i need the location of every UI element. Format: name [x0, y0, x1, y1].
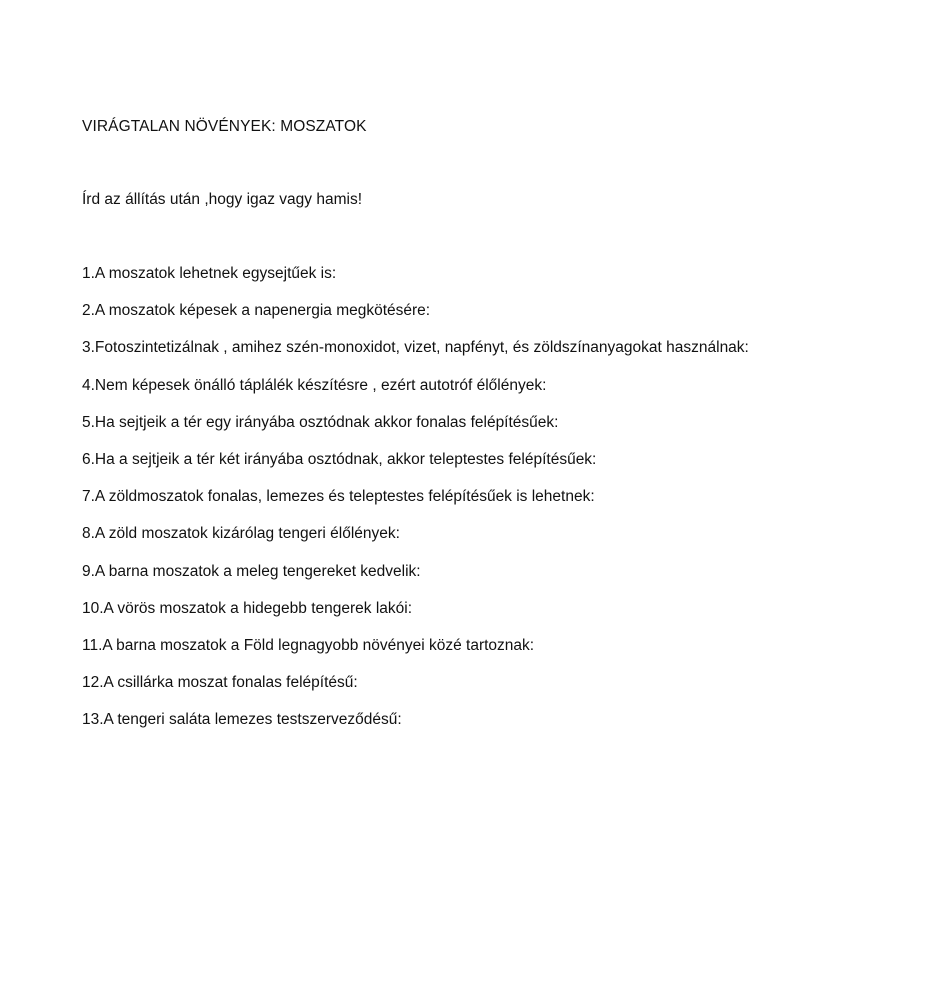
document-title: VIRÁGTALAN NÖVÉNYEK: MOSZATOK: [82, 118, 367, 135]
question-item: 8.A zöld moszatok kizárólag tengeri élőlények:: [82, 525, 400, 543]
question-list: [82, 265, 749, 748]
question-item: 11.A barna moszatok a Föld legnagyobb növényei közé tartoznak:: [82, 636, 535, 654]
question-item: 6.Ha a sejtjeik a tér két irányába osztódnak, akkor teleptestes felépítésűek:: [82, 450, 597, 468]
question-item: 9.A barna moszatok a meleg tengereket kedvelik:: [82, 562, 421, 580]
question-item: 7.A zöldmoszatok fonalas, lemezes és teleptestes felépítésűek is lehetnek:: [82, 488, 595, 506]
question-item: 13.A tengeri saláta lemezes testszerveződésű:: [82, 711, 402, 729]
question-item: 3.Fotoszintetizálnak , amihez szén-monoxidot, vizet, napfényt, és zöldszínanyagokat használnak:: [82, 339, 749, 357]
question-item: 5.Ha sejtjeik a tér egy irányába osztódnak akkor fonalas felépítésűek:: [82, 413, 559, 431]
instruction-text: Írd az állítás után ,hogy igaz vagy hamis!: [82, 191, 363, 208]
question-item: 10.A vörös moszatok a hidegebb tengerek lakói:: [82, 599, 413, 617]
question-item: 4.Nem képesek önálló táplálék készítésre , ezért autotróf élőlények:: [82, 376, 547, 394]
question-item: 1.A moszatok lehetnek egysejtűek is:: [82, 265, 337, 282]
question-item: 12.A csillárka moszat fonalas felépítésű:: [82, 674, 358, 692]
question-item: 2.A moszatok képesek a napenergia megkötésére:: [82, 302, 431, 320]
